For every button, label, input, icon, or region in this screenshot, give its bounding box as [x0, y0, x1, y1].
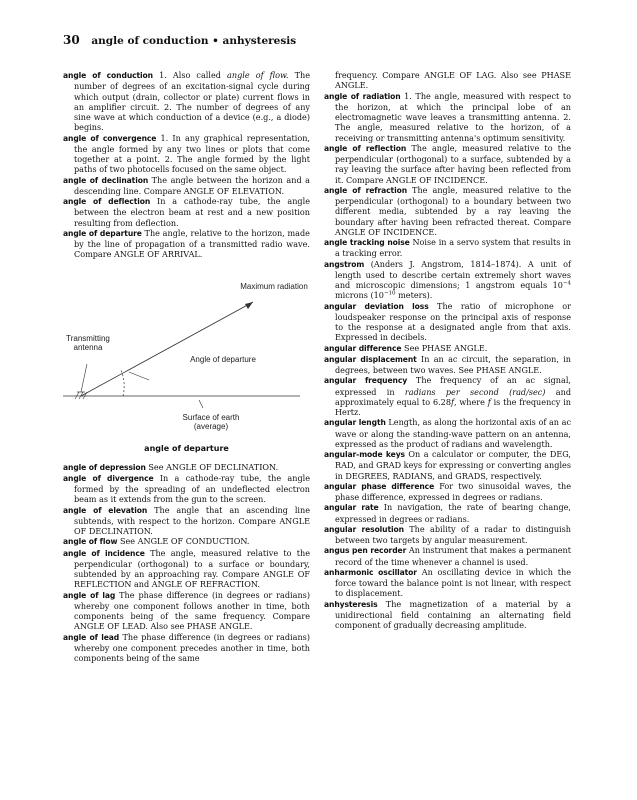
angle-of-departure-figure: [63, 268, 310, 458]
page-number: 30: [63, 33, 80, 47]
label-angle-of-departure: Angle of departure: [190, 354, 256, 364]
glossary-entry: angle of lead The phase difference (in degrees or radians) whereby one component precedes another in time, both components being of the same: [63, 631, 310, 663]
glossary-entry: angular rate In navigation, the rate of bearing change, expressed in degrees or radians.: [324, 502, 571, 524]
entry-term: angle of flow: [63, 537, 118, 547]
entry-term: angular resolution: [324, 524, 404, 534]
left-entries-bottom: [63, 462, 310, 664]
glossary-entry: angle of declination The angle between the horizon and a descending line. Compare ANGLE OF ELEVATION.: [63, 174, 310, 196]
glossary-entry: anhysteresis The magnetization of a material by a unidirectional field containing an alternating field component of gradually decreasing amplitude.: [324, 598, 571, 630]
entry-term: angstrom: [324, 259, 365, 269]
right-column: [324, 70, 571, 630]
entry-term: angle of convergence: [63, 133, 157, 143]
running-header: [63, 33, 296, 47]
entry-term: angle of incidence: [63, 548, 145, 558]
glossary-entry: angle tracking noise Noise in a servo system that results in a tracking error.: [324, 237, 571, 259]
glossary-entry: angular difference See PHASE ANGLE.: [324, 342, 488, 353]
glossary-entry: angle of depression See ANGLE OF DECLINATION.: [63, 461, 279, 472]
entry-term: angle of radiation: [324, 91, 401, 101]
entry-term: angle of lag: [63, 590, 116, 600]
entry-term: angle of deflection: [63, 197, 151, 206]
entry-term: anhysteresis: [324, 599, 378, 609]
label-surface-of-earth: Surface of earth (average): [182, 412, 240, 431]
glossary-entry: angle of reflection The angle, measured relative to the perpendicular (orthogonal) to a surface, subtended by a ray leaving the surface after having been reflected from it. Compare ANGLE OF INCIDENCE.: [324, 142, 572, 185]
glossary-entry: angle of convergence 1. In any graphical representation, the angle formed by any two lines or plots that come together at a point. 2. The angle formed by the light paths of two photocells focused on the same object.: [63, 132, 310, 175]
antenna-pointer-line: [81, 364, 87, 392]
glossary-entry: angular frequency The frequency of an ac signal, expressed in radians per second (rad/sec) and approximately equal to 6.28f, where f is the frequency in Hertz.: [324, 375, 571, 417]
entry-term: angle of divergence: [63, 473, 154, 483]
entry-term: angle of conduction: [63, 71, 153, 80]
glossary-entry: angle of divergence In a cathode-ray tube, the angle formed by the spreading of an undeflected electron beam as it extends from the gun to the screen.: [63, 472, 311, 505]
glossary-entry: angle of elevation The angle that an ascending line subtends, with respect to the horizon. Compare ANGLE OF DECLINATION.: [63, 504, 310, 536]
entry-term: angle of declination: [63, 175, 149, 185]
glossary-entry: angular-mode keys On a calculator or computer, the DEG, RAD, and GRAD keys for expressing or converting angles in DEGREES, RADIANS, and GRADS, respectively.: [324, 449, 571, 481]
glossary-entry: angstrom (Anders J. Angstrom, 1814–1874). A unit of length used to describe certain extremely short waves and microscopic dimensions; 1 angstrom equals $10^{-4}$ microns ($10^{-10}$ meters).: [324, 258, 571, 301]
entry-term: angle of refraction: [324, 185, 407, 195]
entry-term: angular-mode keys: [324, 450, 405, 459]
glossary-entry: angle of conduction 1. Also called angle of flow. The number of degrees of an excitation-signal cycle during which output (drain, collector or plate) current flows in an amplifier circuit. 2. The number of degrees of any sine wave at which conduction of a device (e.g., a diode) begins.: [63, 70, 310, 133]
glossary-entry: angle of incidence The angle, measured relative to the perpendicular (orthogonal) to a surface or boundary, subtended by an approaching ray. Compare ANGLE OF REFLECTION and ANGLE OF REFRACTION.: [63, 547, 310, 590]
entry-term: angle tracking noise: [324, 238, 410, 247]
continued-entry-text: frequency. Compare ANGLE OF LAG. Also see PHASE ANGLE.: [335, 70, 571, 91]
right-entries: [324, 91, 571, 631]
glossary-entry: angle of flow See ANGLE OF CONDUCTION.: [63, 536, 250, 547]
ground-hatch-1: [75, 392, 79, 399]
entry-term: angular displacement: [324, 354, 417, 364]
glossary-entry: angle of departure The angle, relative to the horizon, made by the line of propagation of a transmitted radio wave. Compare ANGLE OF ARRIVAL.: [63, 227, 310, 260]
glossary-entry: angular length Length, as along the horizontal axis of an ac wave or along the standing-wave pattern on an antenna, expressed as the product of radians and wavelength.: [324, 417, 571, 449]
glossary-entry: angle of radiation 1. The angle, measured with respect to the horizon, at which the principal lobe of an electromagnetic wave leaves a transmitting antenna. 2. The angle, measured relative to the horizon, of a receiving or transmitting antenna's optimum sensitivity.: [324, 90, 571, 143]
entry-term: anharmonic oscillator: [324, 567, 417, 577]
glossary-entry: angle of refraction The angle, measured relative to the perpendicular (orthogonal) to a boundary between two different media, subtended by a ray leaving the boundary after having been refracted thereat. Compare ANGLE OF INCIDENCE.: [324, 184, 571, 237]
left-entries-top: [63, 70, 310, 260]
entry-term: angle of elevation: [63, 505, 148, 515]
glossary-entry: angular phase difference For two sinusoidal waves, the phase difference, expressed in degrees or radians.: [324, 480, 571, 502]
entry-term: angle of reflection: [324, 143, 407, 153]
entry-term: angular difference: [324, 343, 402, 353]
ground-hatch-3: [83, 392, 87, 399]
left-column: [63, 70, 310, 663]
glossary-entry: angus pen recorder An instrument that makes a permanent record of the time whenever a channel is used.: [324, 545, 571, 567]
entry-term: angular rate: [324, 503, 379, 513]
entry-term: angular length: [324, 418, 386, 428]
glossary-entry: angular displacement In an ac circuit, the separation, in degrees, between two waves. See PHASE ANGLE.: [324, 353, 571, 375]
entry-term: angular frequency: [324, 376, 408, 386]
label-transmitting-antenna: Transmitting antenna: [66, 333, 110, 352]
entry-term: angular deviation loss: [324, 301, 429, 311]
entry-term: angle of departure: [63, 228, 142, 238]
radiation-arrowhead: [245, 302, 253, 309]
entry-term: angular phase difference: [324, 481, 435, 491]
figure-caption: angle of departure: [144, 443, 229, 453]
label-maximum-radiation: Maximum radiation: [240, 281, 308, 291]
entry-term: angle of lead: [63, 632, 120, 642]
glossary-entry: anharmonic oscillator An oscillating device in which the force toward the balance point is not linear, with respect to displacement.: [324, 566, 571, 599]
entry-term: angle of depression: [63, 462, 146, 472]
surface-pointer-line: [199, 400, 203, 408]
entry-term: angus pen recorder: [324, 546, 407, 556]
glossary-entry: angular deviation loss The ratio of microphone or loudspeaker response on the principal axis of response to the response at a designated angle from that axis. Expressed in decibels.: [324, 300, 571, 343]
angle-pointer-line: [129, 372, 149, 380]
header-title: angle of conduction • anhysteresis: [91, 35, 297, 47]
glossary-entry: angle of deflection In a cathode-ray tube, the angle between the electron beam at rest and a new position resulting from deflection.: [63, 196, 310, 228]
glossary-entry: angular resolution The ability of a radar to distinguish between two targets by angular measurement.: [324, 523, 571, 545]
glossary-entry: angle of lag The phase difference (in degrees or radians) whereby one component follows another in time, both components being of the same frequency. Compare ANGLE OF LEAD. Also see PHASE ANGLE.: [63, 589, 310, 632]
